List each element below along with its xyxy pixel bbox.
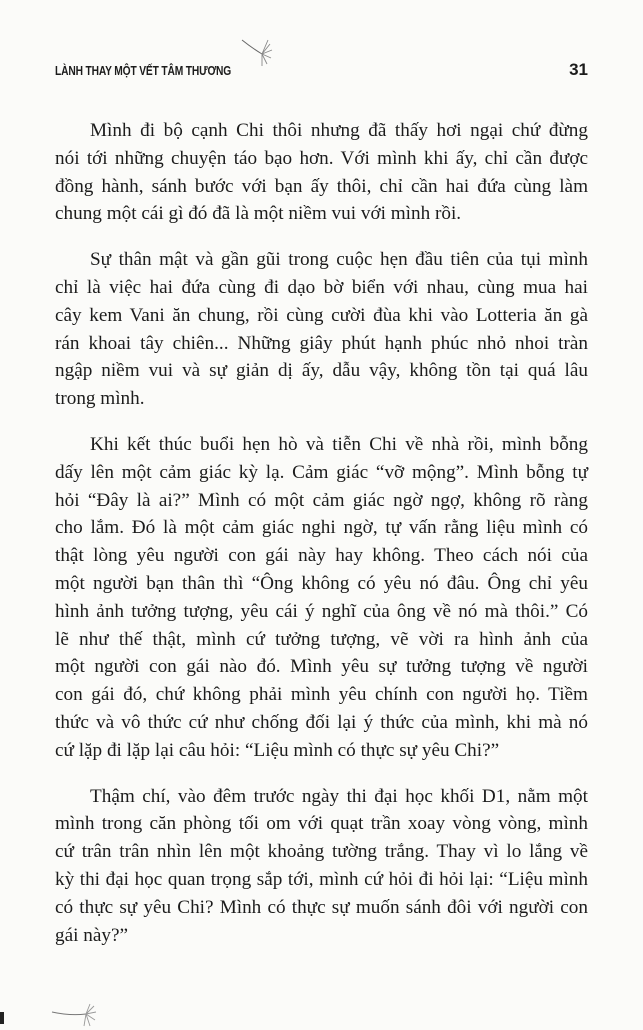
paragraph: [55, 783, 588, 950]
text-line: trong mình.: [55, 388, 145, 410]
text-line: Khi kết thúc buổi hẹn hò và tiễn Chi về nhà rồi, mình bỗng: [90, 433, 588, 455]
text-line: con gái đó, chứ không phải mình yêu chính con người họ. Tiềm: [55, 684, 588, 706]
text-line: nói tới những chuyện táo bạo hơn. Với mình khi ấy, chỉ cần được: [55, 147, 588, 169]
text-line: chỉ là việc hai đứa cùng đi dạo bờ biển với nhau, cùng mua hai: [55, 276, 588, 298]
scan-edge: [0, 1012, 4, 1024]
paragraph: [55, 117, 588, 228]
page-number: 31: [569, 60, 588, 79]
paragraph: [55, 246, 588, 413]
dandelion-seed-icon: [240, 36, 280, 70]
text-line: cứ trân trân nhìn lên một khoảng tường trắng. Thay vì lo lắng về: [55, 841, 588, 863]
text-line: Sự thân mật và gần gũi trong cuộc hẹn đầu tiên của tụi mình: [90, 249, 588, 271]
text-line: cây kem Vani ăn chung, rồi cùng cười đùa khi vào Lotteria ăn gà: [55, 304, 588, 326]
text-line: kỳ thi đại học quan trọng sắp tới, mình cứ hỏi đi hỏi lại: “Liệu mình: [55, 868, 588, 890]
text-line: thức và vô thức cứ như chống đối lại ý thức của mình, khi mà nó: [55, 711, 588, 733]
text-line: Mình đi bộ cạnh Chi thôi nhưng đã thấy hơi ngại chứ đừng: [90, 120, 588, 141]
text-line: hình ảnh tưởng tượng, yêu cái ý nghĩ của ông về nó mà thôi.” Có: [55, 600, 588, 622]
text-line: một người bạn thân thì “Ông không có yêu nó đâu. Ông chỉ yêu: [55, 572, 588, 594]
running-title: LÀNH THAY MỘT VẾT TÂM THƯƠNG: [55, 64, 232, 78]
text-line: Thậm chí, vào đêm trước ngày thi đại học khối D1, nằm một: [90, 785, 588, 807]
dandelion-seed-icon: [50, 1000, 110, 1030]
text-line: đồng hành, sánh bước với bạn ấy thôi, chỉ cần hai đứa cùng làm: [55, 175, 588, 197]
text-line: ngập niềm vui và sự giản dị ấy, dẫu vậy, không tồn tại quá lâu: [55, 360, 588, 382]
text-line: cứ lặp đi lặp lại câu hỏi: “Liệu mình có thực sự yêu Chi?”: [55, 739, 500, 761]
text-line: cho lắm. Đó là một cảm giác nghi ngờ, tự vấn rằng liệu mình có: [55, 517, 588, 539]
text-line: chung một cái gì đó đã là một niềm vui với mình rồi.: [55, 203, 462, 225]
paragraph: [55, 431, 588, 765]
text-line: gái này?”: [55, 924, 128, 946]
text-line: hỏi “Đây là ai?” Mình có một cảm giác ngờ ngợ, không rõ ràng: [55, 489, 588, 511]
text-line: lẽ như thế thật, mình cứ tưởng tượng, vẽ vời ra hình ảnh của: [55, 628, 588, 650]
text-line: có thực sự yêu Chi? Mình có thực sự muốn sánh đôi với người con: [55, 896, 588, 918]
text-line: mình trong căn phòng tối om với quạt trần xoay vòng vòng, mình: [55, 813, 588, 835]
text-line: một người con gái nào đó. Mình yêu sự tưởng tượng về người: [55, 656, 588, 678]
text-line: thật lòng yêu người con gái này hay không. Theo cách nói của: [55, 545, 588, 567]
body-text: [55, 117, 588, 967]
text-line: dấy lên một cảm giác kỳ lạ. Cảm giác “vỡ mộng”. Mình bỗng tự: [55, 461, 588, 483]
page-header: [55, 60, 588, 84]
text-line: rán khoai tây chiên... Những giây phút hạnh phúc nhỏ nhoi tràn: [55, 332, 588, 354]
